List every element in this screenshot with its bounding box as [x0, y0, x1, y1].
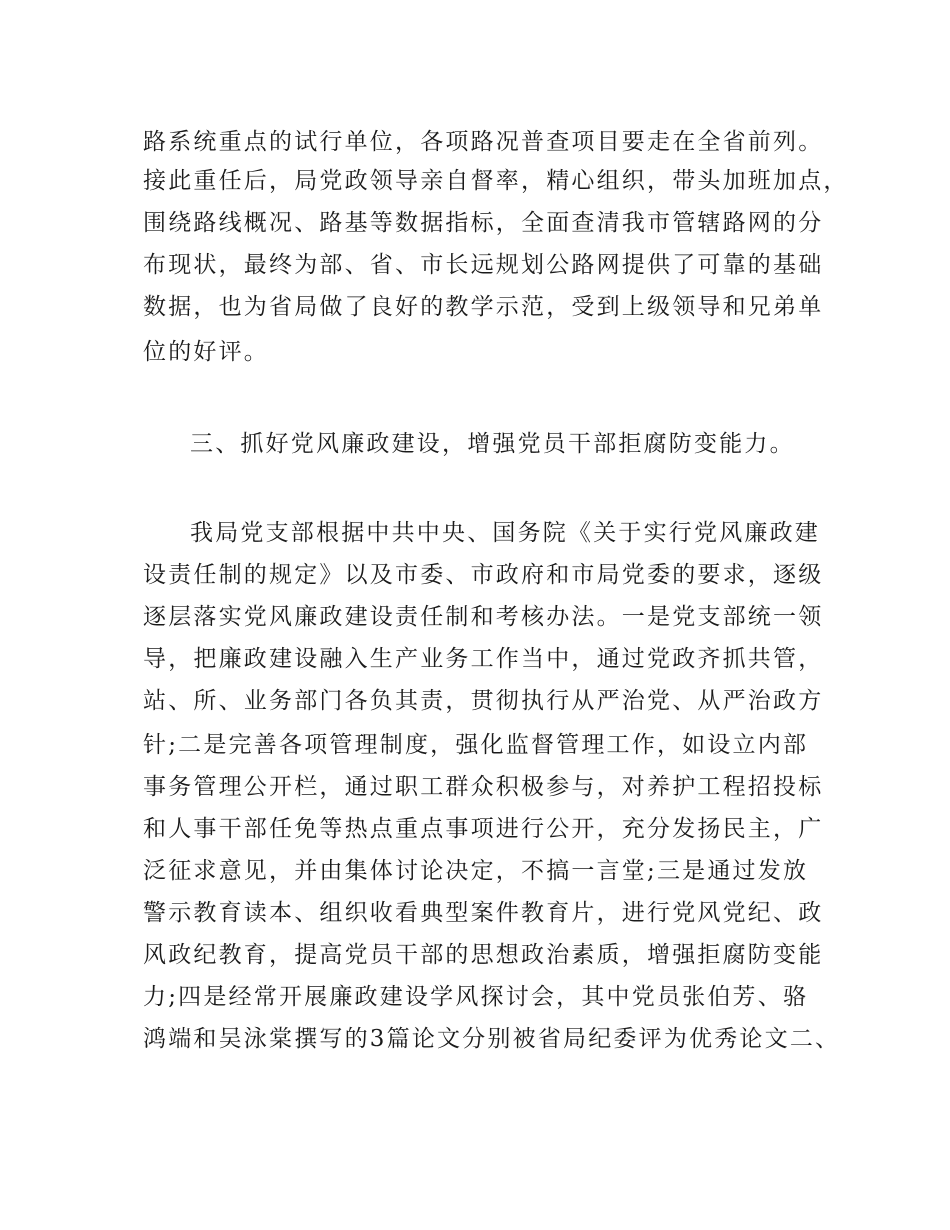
paragraph-1-line-1: 路系统重点的试行单位，各项路况普查项目要走在全省前列。	[143, 129, 824, 155]
paragraph-2-line-3: 逐层落实党风廉政建设责任制和考核办法。一是党支部统一领	[143, 604, 824, 630]
paragraph-2-line-1: 我局党支部根据中共中央、国务院《关于实行党风廉政建	[190, 520, 820, 546]
paragraph-2-line-13: 鸿端和吴泳棠撰写的3篇论文分别被省局纪委评为优秀论文二、	[143, 1026, 841, 1052]
paragraph-2-line-2: 设责任制的规定》以及市委、市政府和市局党委的要求，逐级	[143, 562, 824, 588]
paragraph-1-line-5: 数据，也为省局做了良好的教学示范，受到上级领导和兄弟单	[143, 294, 824, 320]
paragraph-2-line-9: 泛征求意见，并由集体讨论决定，不搞一言堂;三是通过发放	[143, 858, 809, 884]
paragraph-2-line-12: 力;四是经常开展廉政建设学风探讨会，其中党员张伯芳、骆	[143, 984, 809, 1010]
paragraph-2-line-5: 站、所、业务部门各负其责，贯彻执行从严治党、从严治政方	[143, 688, 824, 714]
section-heading: 三、抓好党风廉政建设，增强党员干部拒腐防变能力。	[190, 431, 795, 457]
paragraph-1-line-6: 位的好评。	[143, 339, 269, 365]
paragraph-1-line-3: 围绕路线概况、路基等数据指标，全面查清我市管辖路网的分	[143, 210, 824, 236]
paragraph-2-line-10: 警示教育读本、组织收看典型案件教育片，进行党风党纪、政	[143, 900, 824, 926]
paragraph-2-line-8: 和人事干部任免等热点重点事项进行公开，充分发扬民主，广	[143, 816, 824, 842]
paragraph-1-line-2: 接此重任后，局党政领导亲自督率，精心组织，带头加班加点，	[143, 168, 849, 194]
paragraph-1-line-4: 布现状，最终为部、省、市长远规划公路网提供了可靠的基础	[143, 252, 824, 278]
paragraph-2-line-6: 针;二是完善各项管理制度，强化监督管理工作，如设立内部	[143, 732, 809, 758]
paragraph-2-line-11: 风政纪教育，提高党员干部的思想政治素质，增强拒腐防变能	[143, 942, 824, 968]
paragraph-2-line-4: 导，把廉政建设融入生产业务工作当中，通过党政齐抓共管，	[143, 646, 824, 672]
paragraph-2-line-7: 事务管理公开栏，通过职工群众积极参与，对养护工程招投标	[143, 774, 824, 800]
